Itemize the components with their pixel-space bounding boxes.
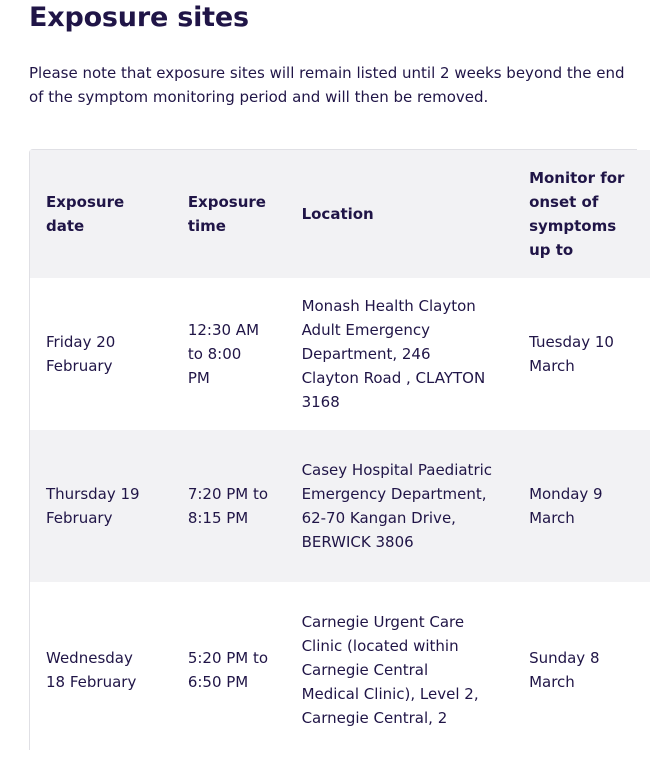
- header-exposure-time: Exposure time: [188, 150, 302, 278]
- table-row: [30, 430, 650, 582]
- cell-exposure-date: Thursday 19 February: [30, 430, 188, 582]
- cell-location: Casey Hospital Paediatric Emergency Department, 62-70 Kangan Drive, BERWICK 3806: [302, 430, 530, 582]
- header-exposure-date: Exposure date: [30, 150, 188, 278]
- intro-text: Please note that exposure sites will remain listed until 2 weeks beyond the end of the symptom monitoring period and will then be removed.: [29, 64, 625, 106]
- header-monitor: Monitor for onset of symptoms up to: [529, 150, 650, 278]
- cell-monitor: Tuesday 10 March: [529, 278, 650, 430]
- cell-monitor: Monday 9 March: [529, 430, 650, 582]
- header-location: Location: [302, 150, 530, 278]
- table-row: [30, 278, 650, 430]
- cell-exposure-date: Friday 20 February: [30, 278, 188, 430]
- table-row: [30, 582, 650, 758]
- exposure-sites-table: [29, 149, 637, 750]
- cell-location: Carnegie Urgent Care Clinic (located within Carnegie Central Medical Clinic), Level 2, Carnegie Central, 2: [302, 582, 530, 758]
- cell-exposure-date: Wednesday 18 February: [30, 582, 188, 758]
- exposure-table: [30, 150, 650, 758]
- table-header-row: [30, 150, 650, 278]
- cell-location: Monash Health Clayton Adult Emergency Department, 246 Clayton Road , CLAYTON 3168: [302, 278, 530, 430]
- cell-exposure-time: 5:20 PM to 6:50 PM: [188, 582, 302, 758]
- cell-monitor: Sunday 8 March: [529, 582, 650, 758]
- page-title: Exposure sites: [29, 2, 249, 33]
- cell-exposure-time: 7:20 PM to 8:15 PM: [188, 430, 302, 582]
- cell-exposure-time: 12:30 AM to 8:00 PM: [188, 278, 302, 430]
